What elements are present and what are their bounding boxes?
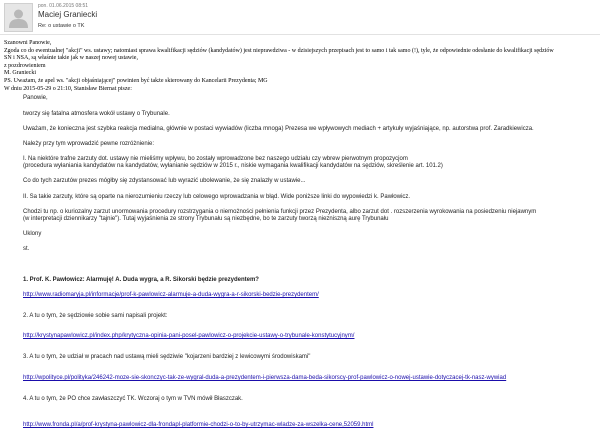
quoted-paragraph: I. Na niektóre trafne zarzuty dot. ustawy nie mieliśmy wpływu, bo zostały wprowadzone bez naszego udziału czy wbrew pierwotnym propozycjom (23, 156, 408, 162)
link-4[interactable]: http://www.fronda.pl/a/prof-krystyna-pawlowicz-dla-frondapl-platformie-chodzi-o-to-by-utrzymac-wladze-za-wszelka-cene,52059.html (23, 422, 374, 428)
quoted-paragraph: (procedura wyłaniania kandydatów na kandydatów, wyłanianie sędziów w 2015 r., niskie wymagania kwalifikacji kandydatów na sędziów, skreślenie art. 101.2) (23, 163, 443, 169)
link-2[interactable]: http://krystynapawlowicz.pl/index.php/krytyczna-opinia-pani-posel-pawlowicz-o-projekcie-ustawy-o-trybunale-konstytucyjnym/ (23, 333, 355, 339)
quoted-paragraph: tworzy się fatalna atmosfera wokół ustawy o Trybunale. (23, 111, 170, 117)
reply-line-1: Zgoda co do ewentualnej "akcji" ws. ustawy; natomiast sprawa kwalifikacji sędziów (kandydatów) jest nieprawdziwa - w dzisiejszych przepisach jest to samo i tak samo (!), tyle, że odpowiednie odesłanie do kwalifikacji sędziów (4, 47, 554, 54)
reply-ps: PS. Uważam, że apel ws. "akcji objaśniającej" powinien być także skierowany do Kancelarii Prezydenta; MG (4, 77, 268, 84)
quoted-signature: st. (23, 246, 30, 252)
reply-signature: M. Graniecki (4, 70, 36, 77)
person-icon (7, 6, 30, 29)
quote-intro: W dniu 2015-05-29 o 21:10, Stanisław Biernat pisze: (4, 86, 132, 92)
quoted-paragraph: Chodzi tu np. o kuriozalny zarzut unormowania procedury rozstrzygania o niemożności pełnienia funkcji przez Prezydenta, albo zarzut dot . rozszerzenia wyrokowania na posiedzeniu niejawnym (23, 209, 537, 215)
list-item-2-title: 2. A tu o tym, że sędziowie sobie sami napisali projekt: (23, 313, 168, 319)
quoted-paragraph: (w interpretacji dziennikarzy "tajnie"). Tutaj wyjaśnienia ze strony Trybunału są niezbędne, bo te zarzuty tworzą niezniszną aurę Trybunału (23, 216, 389, 222)
quoted-paragraph: Należy przy tym wprowadzić pewne rozróżnienie: (23, 141, 155, 147)
sender-name[interactable]: Maciej Graniecki (38, 10, 98, 19)
quoted-paragraph: Co do tych zarzutów prezes mógłby się zdystansować lub wyrazić ubolewanie, że się znalazły w ustawie... (23, 178, 306, 184)
link-3[interactable]: http://wpolityce.pl/polityka/246242-moze-sie-skonczyc-tak-ze-wygral-duda-a-prezydentem-i-pierwsza-dama-beda-sikorscy-prof-pawlowicz-o-nowej-ustawie-dotyczacej-tk-nasz-wywiad (23, 375, 507, 381)
quoted-greeting: Panowie, (23, 95, 48, 101)
sender-avatar[interactable] (4, 3, 33, 32)
message-date: pon. 01.06.2015 08:51 (38, 3, 89, 9)
header-divider (0, 34, 600, 35)
list-item-1-title: 1. Prof. K. Pawłowicz: Alarmuję! A. Duda wygra, a R. Sikorski będzie prezydentem? (23, 277, 259, 283)
reply-body (4, 40, 596, 86)
quoted-regards: Uklony (23, 231, 42, 237)
message-header (0, 0, 600, 34)
quoted-paragraph: Uważam, że konieczna jest szybka reakcja medialna, głównie w postaci wywiadów (liczba mnoga) Prezesa we wpływowych mediach + artykuły wyjaśniające, np. autorstwa prof. Zaradkiewicza. (23, 126, 534, 132)
list-item-3-title: 3. A tu o tym, że udział w pracach nad ustawą mieli sędziwie "kojarzeni bardziej z lewicowymi środowiskami" (23, 354, 311, 360)
reply-greeting: Szanowni Panowie, (4, 40, 52, 46)
list-item-4-title: 4. A tu o tym, że PO chce zawłaszczyć TK. Wczoraj o tym w TVN mówił Błaszczak. (23, 396, 243, 402)
reply-closing: z pozdrowieniem (4, 62, 46, 69)
reply-line-2: SN i NSA, są właśnie takie jak w naszej nowej ustawie, (4, 55, 138, 62)
message-subject: Re: o ustawie o TK (38, 23, 85, 29)
quoted-paragraph: II. Sa takie zarzuty, które są oparte na nierozumieniu rzeczy lub celowego wprowadzania w błąd. Wide poniższe linki do wypowiedzi k. Pawłowicz. (23, 194, 411, 200)
link-1[interactable]: http://www.radiomaryja.pl/informacje/prof-k-pawlowicz-alarmuje-a-duda-wygra-a-r-sikorski-bedzie-prezydentem/ (23, 292, 319, 298)
